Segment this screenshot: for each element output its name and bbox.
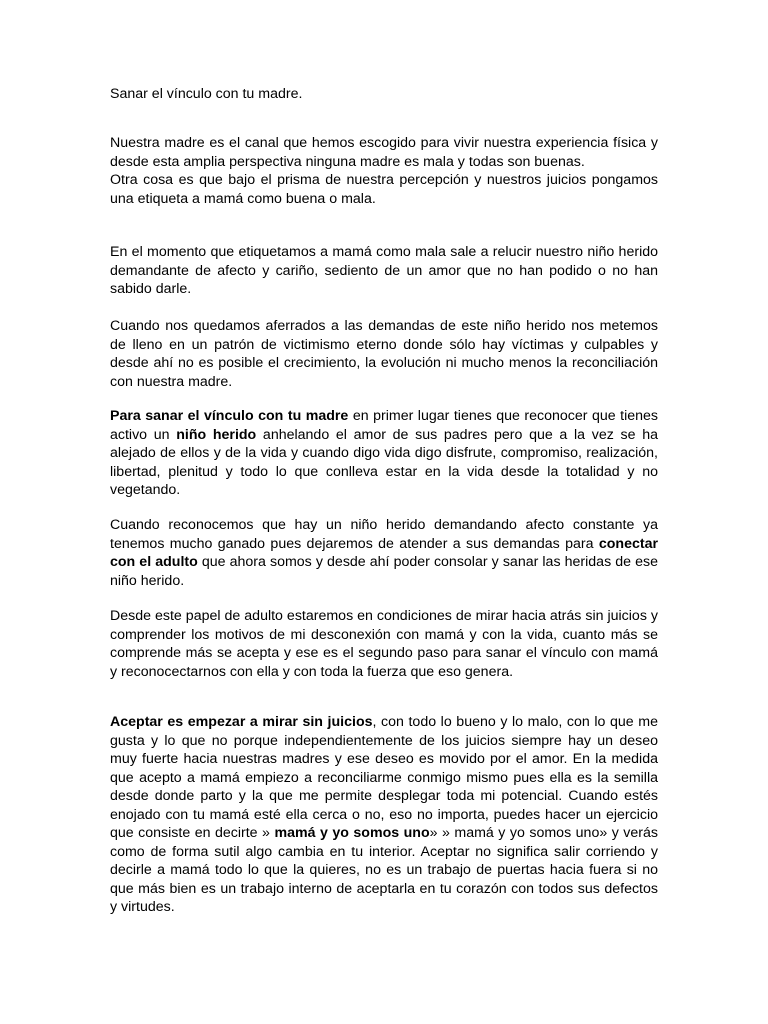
text-run: Otra cosa es que bajo el prisma de nuestra percepción y nuestros juicios pongamos una etiqueta a mamá como buena o mala. xyxy=(110,172,658,207)
paragraph xyxy=(110,516,658,590)
text-run: En el momento que etiquetamos a mamá como mala sale a relucir nuestro niño herido demandante de afecto y cariño, sediento de un amor que no han podido o no han sabido darle. xyxy=(110,244,658,297)
text-run: en primer lugar tienes que reconocer que tienes activo un xyxy=(110,408,659,443)
paragraph xyxy=(110,713,658,917)
text-run: Nuestra madre es el canal que hemos escogido para vivir nuestra experiencia física y desde esta amplia perspectiva ninguna madre es mala y todas son buenas. xyxy=(110,135,658,170)
text-run: Cuando nos quedamos aferrados a las demandas de este niño herido nos metemos de lleno en un patrón de victimismo eterno donde sólo hay víctimas y culpables y desde ahí no es posible el crecimiento, la evolución ni mucho menos la reconciliación con nuestra madre. xyxy=(110,318,658,390)
text-run: anhelando el amor de sus padres pero que a la vez se ha alejado de ellos y de la vida y cuando digo vida digo disfrute, compromiso, realización, libertad, plenitud y todo lo que conlleva estar en la vida desde la totalidad y no vegetando. xyxy=(110,426,658,498)
paragraph xyxy=(110,407,658,500)
paragraph xyxy=(110,243,658,299)
bold-text: niño herido xyxy=(176,426,257,443)
text-run: » » mamá y yo somos uno» y verás como de forma sutil algo cambia en tu interior. Aceptar no significa salir corriendo y decirle a mamá todo lo que la quieres, no es un trabajo de puertas hacia fuera si no que más bien es un trabajo interno de aceptarla en tu corazón con todos sus defectos y virtudes. xyxy=(110,825,658,915)
text-run: Desde este papel de adulto estaremos en condiciones de mirar hacia atrás sin juicios y comprender los motivos de mi desconexión con mamá y con la vida, cuanto más se comprende más se acepta y ese es el segundo paso para sanar el vínculo con mamá y reconocectarnos con ella y con toda la fuerza que eso genera. xyxy=(110,608,658,680)
paragraph xyxy=(110,317,658,391)
bold-text: Aceptar es empezar a mirar sin juicios xyxy=(110,714,373,730)
bold-text: conectar con el adulto xyxy=(110,535,658,570)
text-run: , con todo lo bueno y lo malo, con lo que me gusta y lo que no porque independientemente de los juicios siempre hay un deseo muy fuerte hacia nuestras madres y ese deseo es movido por el amor. En la medida que acepto a mamá empiezo a reconciliarme conmigo mismo pues ella es la semilla desde donde parto y la que me permite desplegar toda mi potencial. Cuando estés enojado con tu mamá esté ella cerca o no, eso no importa, puedes hacer un ejercicio que consiste en decirte » xyxy=(110,714,658,841)
paragraph xyxy=(110,134,658,208)
bold-text: Para sanar el vínculo con tu madre xyxy=(110,408,349,424)
bold-text: mamá y yo somos uno xyxy=(274,825,430,841)
text-run: Cuando reconocemos que hay un niño herido demandando afecto constante ya tenemos mucho ganado pues dejaremos de atender a sus demandas para xyxy=(110,517,658,552)
text-run: que ahora somos y desde ahí poder consolar y sanar las heridas de ese niño herido. xyxy=(110,554,658,589)
document-title: Sanar el vínculo con tu madre. xyxy=(110,86,303,102)
paragraph xyxy=(110,607,658,681)
